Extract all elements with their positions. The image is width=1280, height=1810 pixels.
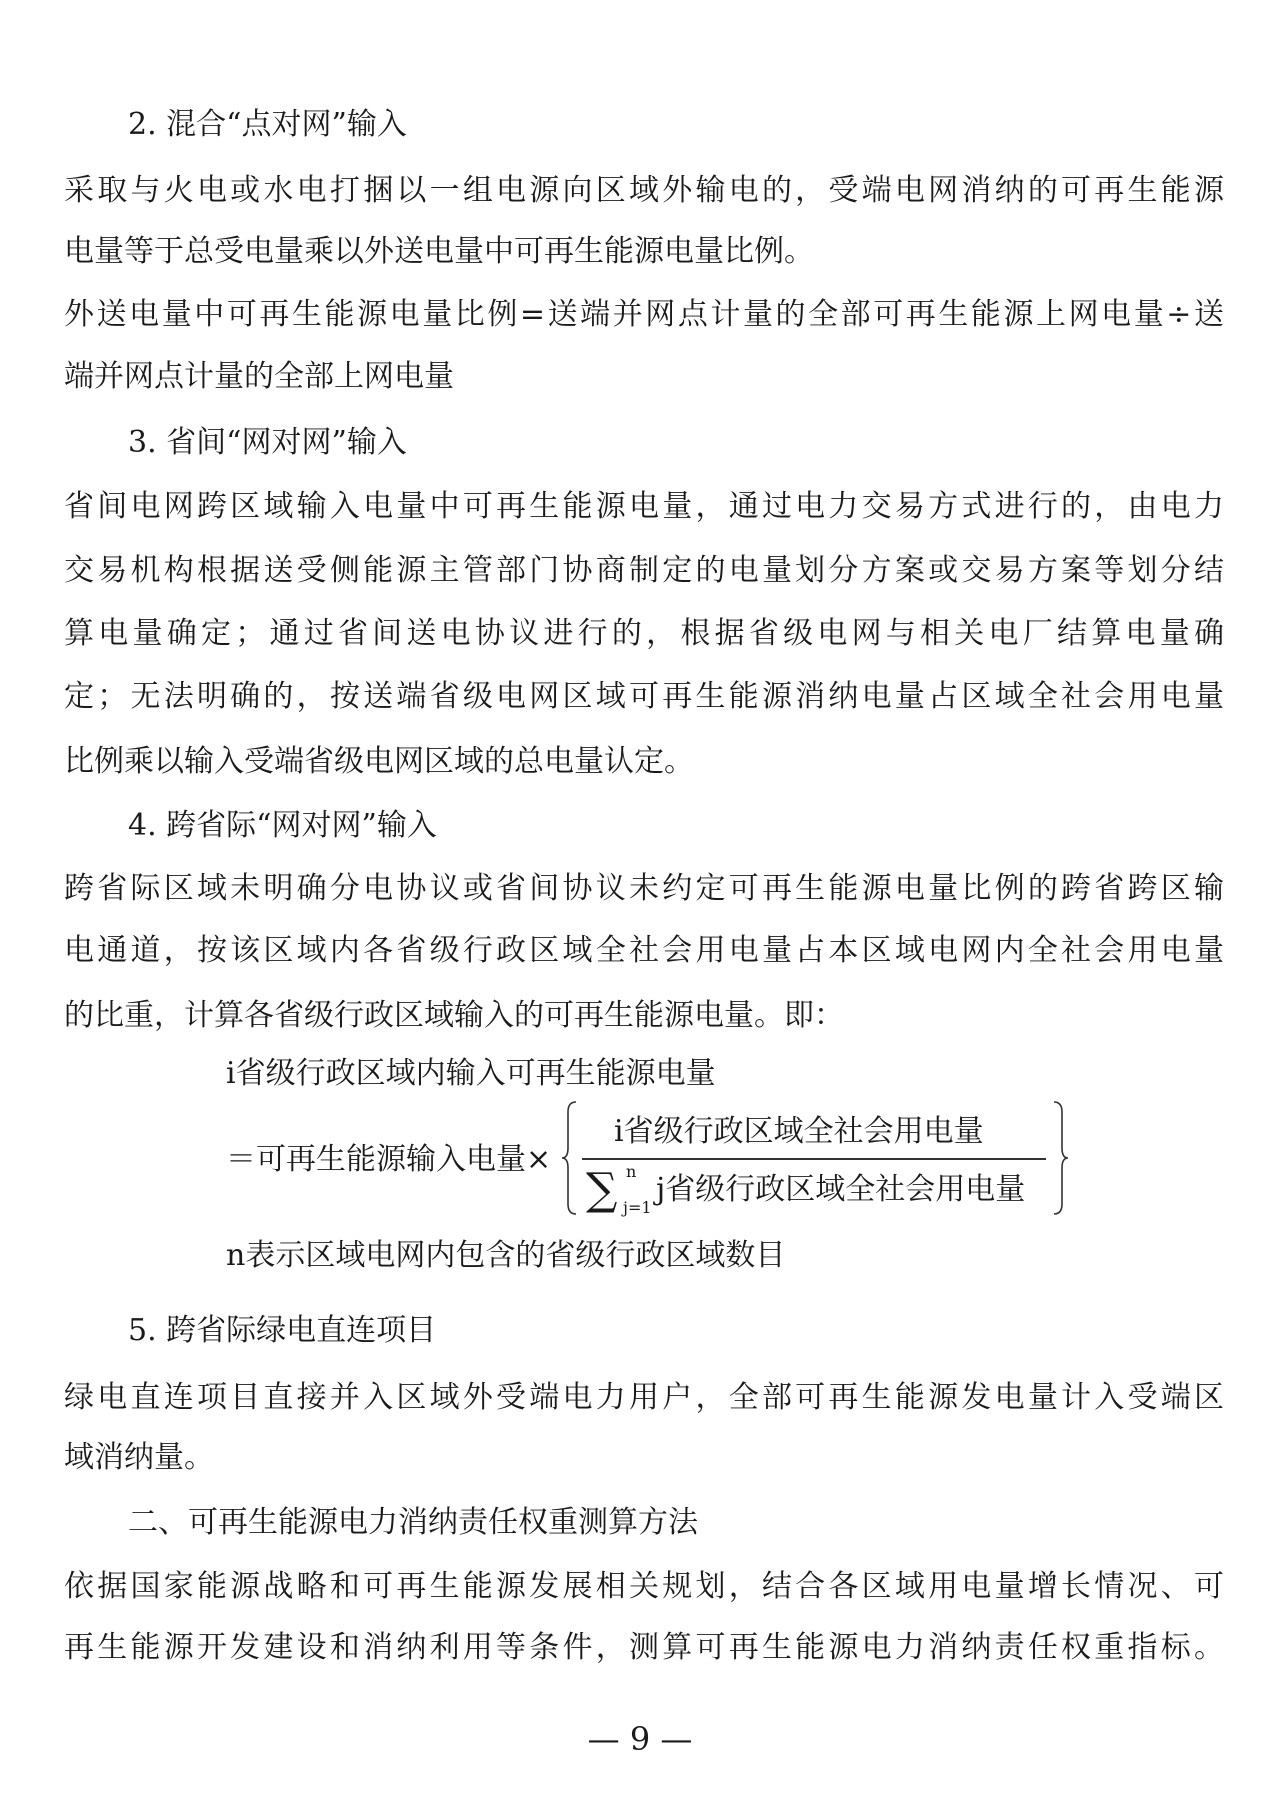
- sigma-upper: n: [626, 1162, 637, 1181]
- paragraph-line: 算电量确定；通过省间送电协议进行的，根据省级电网与相关电厂结算电量确: [64, 616, 1224, 651]
- formula-rhs-prefix: ＝可再生能源输入电量×: [226, 1142, 552, 1177]
- sigma-symbol: ∑: [586, 1164, 618, 1215]
- paragraph-line: 采取与火电或水电打捆以一组电源向区域外输电的，受端电网消纳的可再生能源: [64, 173, 1224, 208]
- paragraph-line: 比例乘以输入受端省级电网区域的总电量认定。: [64, 744, 694, 779]
- paragraph-line: 再生能源开发建设和消纳利用等条件，测算可再生能源电力消纳责任权重指标。: [64, 1630, 1224, 1665]
- formula-note: n表示区域电网内包含的省级行政区域数目: [226, 1238, 786, 1273]
- left-brace: [560, 1100, 580, 1216]
- formula-numerator: i省级行政区域全社会用电量: [614, 1114, 984, 1149]
- paragraph-line: 绿电直连项目直接并入区域外受端电力用户，全部可再生能源发电量计入受端区: [64, 1380, 1224, 1415]
- formula-denominator: j省级行政区域全社会用电量: [656, 1172, 1026, 1207]
- paragraph-line: 跨省际区域未明确分电协议或省间协议未约定可再生能源电量比例的跨省跨区输: [64, 871, 1224, 906]
- formula-lhs: i省级行政区域内输入可再生能源电量: [226, 1056, 716, 1091]
- section-heading: 2. 混合“点对网”输入: [128, 107, 407, 142]
- paragraph-line: 端并网点计量的全部上网电量: [64, 359, 454, 394]
- section-heading: 4. 跨省际“网对网”输入: [128, 808, 437, 843]
- section-heading: 二、可再生能源电力消纳责任权重测算方法: [128, 1505, 698, 1540]
- paragraph-line: 依据国家能源战略和可再生能源发展相关规划，结合各区域用电量增长情况、可: [64, 1569, 1224, 1604]
- section-heading: 3. 省间“网对网”输入: [128, 425, 407, 460]
- paragraph-line: 域消纳量。: [64, 1440, 214, 1475]
- paragraph-line: 的比重，计算各省级行政区域输入的可再生能源电量。即：: [64, 998, 844, 1033]
- paragraph-line: 省间电网跨区域输入电量中可再生能源电量，通过电力交易方式进行的，由电力: [64, 489, 1224, 524]
- fraction-bar: [582, 1158, 1046, 1160]
- sigma-lower: j=1: [623, 1198, 652, 1217]
- right-brace: [1050, 1100, 1070, 1216]
- paragraph-line: 定；无法明确的，按送端省级电网区域可再生能源消纳电量占区域全社会用电量: [64, 679, 1224, 714]
- paragraph-line: 外送电量中可再生能源电量比例=送端并网点计量的全部可再生能源上网电量÷送: [64, 297, 1224, 332]
- section-heading: 5. 跨省际绿电直连项目: [128, 1313, 437, 1348]
- paragraph-line: 电通道，按该区域内各省级行政区域全社会用电量占本区域电网内全社会用电量: [64, 933, 1224, 968]
- paragraph-line: 交易机构根据送受侧能源主管部门协商制定的电量划分方案或交易方案等划分结: [64, 553, 1224, 588]
- paragraph-line: 电量等于总受电量乘以外送电量中可再生能源电量比例。: [64, 234, 814, 269]
- page-number: — 9 —: [587, 1720, 693, 1758]
